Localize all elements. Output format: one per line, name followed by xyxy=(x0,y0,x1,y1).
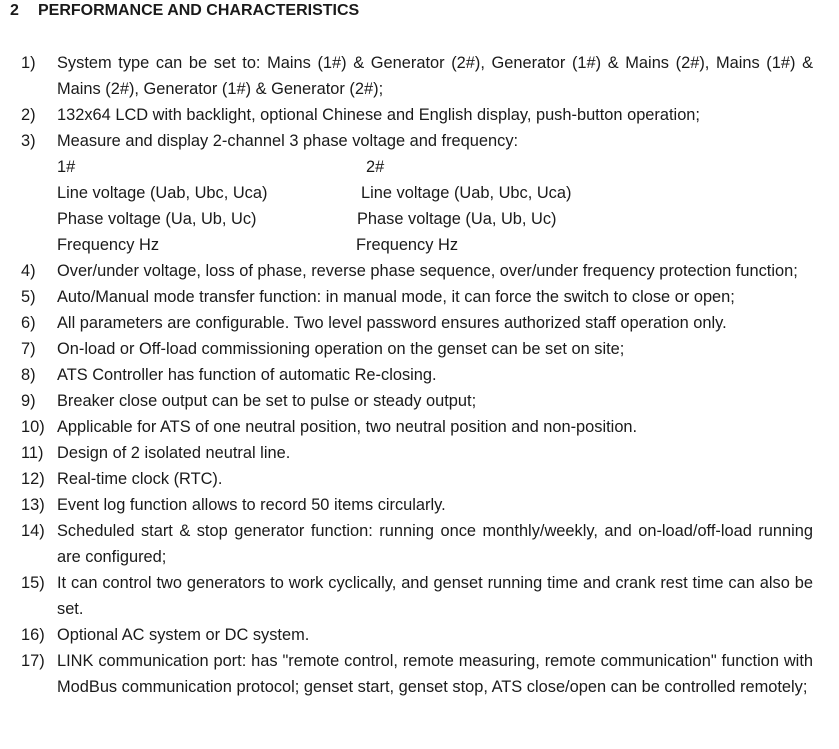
list-item xyxy=(0,336,839,362)
measure-cell-2: Line voltage (Uab, Ubc, Uca) xyxy=(361,184,572,202)
list-item xyxy=(0,388,839,414)
measure-cell-2: Frequency Hz xyxy=(356,236,459,254)
measure-cell-1: Line voltage (Uab, Ubc, Uca) xyxy=(57,184,268,202)
measure-cell-2: 2# xyxy=(366,158,385,176)
item-number: 4) xyxy=(21,262,36,280)
item-text: Breaker close output can be set to pulse or steady output; xyxy=(57,392,477,410)
measure-cell-1: Frequency Hz xyxy=(57,236,160,254)
list-item xyxy=(0,310,839,336)
measure-cell-1: 1# xyxy=(57,158,76,176)
list-item xyxy=(0,102,839,128)
item-text: Event log function allows to record 50 items circularly. xyxy=(57,496,446,514)
list-item xyxy=(0,492,839,518)
list-item xyxy=(0,414,839,440)
measure-row xyxy=(57,154,839,180)
list-item xyxy=(0,128,839,154)
characteristics-list xyxy=(0,50,839,700)
list-item xyxy=(0,518,839,570)
item-number: 17) xyxy=(21,652,45,670)
item-text: Design of 2 isolated neutral line. xyxy=(57,444,291,462)
item-text: It can control two generators to work cyclically, and genset running time and crank rest time can also be set. xyxy=(57,574,813,618)
item-number: 8) xyxy=(21,366,36,384)
list-item xyxy=(0,440,839,466)
section-title: PERFORMANCE AND CHARACTERISTICS xyxy=(38,2,360,19)
list-item xyxy=(0,466,839,492)
item-text: Applicable for ATS of one neutral position, two neutral position and non-position. xyxy=(57,418,638,436)
measure-cell-2: Phase voltage (Ua, Ub, Uc) xyxy=(357,210,557,228)
item-number: 13) xyxy=(21,496,45,514)
measure-row xyxy=(57,232,839,258)
section-heading xyxy=(10,1,359,21)
item-number: 7) xyxy=(21,340,36,358)
section-number: 2 xyxy=(10,2,19,19)
item-number: 3) xyxy=(21,132,36,150)
list-item xyxy=(0,622,839,648)
item-text: Over/under voltage, loss of phase, reverse phase sequence, over/under frequency protection function; xyxy=(57,262,798,280)
item-number: 16) xyxy=(21,626,45,644)
item-text: Scheduled start & stop generator function: running once monthly/weekly, and on-load/off-load running are configured; xyxy=(57,522,813,566)
item-number: 10) xyxy=(21,418,45,436)
item-text: On-load or Off-load commissioning operation on the genset can be set on site; xyxy=(57,340,625,358)
item-number: 6) xyxy=(21,314,36,332)
item-number: 5) xyxy=(21,288,36,306)
list-item xyxy=(0,570,839,622)
measure-table xyxy=(57,154,839,258)
item-number: 1) xyxy=(21,54,36,72)
measure-row xyxy=(57,206,839,232)
list-item xyxy=(0,648,839,700)
item-number: 15) xyxy=(21,574,45,592)
item-text: All parameters are configurable. Two level password ensures authorized staff operation only. xyxy=(57,314,727,332)
measure-cell-1: Phase voltage (Ua, Ub, Uc) xyxy=(57,210,257,228)
item-text: ATS Controller has function of automatic Re-closing. xyxy=(57,366,437,384)
list-item xyxy=(0,362,839,388)
item-number: 11) xyxy=(21,444,44,462)
measure-row xyxy=(57,180,839,206)
item-text: 132x64 LCD with backlight, optional Chinese and English display, push-button operation; xyxy=(57,106,700,124)
item-text: Measure and display 2-channel 3 phase voltage and frequency: xyxy=(57,132,519,150)
item-text: Real-time clock (RTC). xyxy=(57,470,223,488)
item-text: LINK communication port: has "remote control, remote measuring, remote communication" function with ModBus communication protocol; genset start, genset stop, ATS close/open can be controlled remotely; xyxy=(57,652,813,696)
list-item xyxy=(0,284,839,310)
item-text: Optional AC system or DC system. xyxy=(57,626,310,644)
item-text: System type can be set to: Mains (1#) & Generator (2#), Generator (1#) & Mains (2#), Mains (1#) & Mains (2#), Generator (1#) & Generator (2#); xyxy=(57,54,813,98)
item-number: 2) xyxy=(21,106,36,124)
item-number: 12) xyxy=(21,470,45,488)
item-number: 14) xyxy=(21,522,45,540)
list-item xyxy=(0,50,839,102)
item-number: 9) xyxy=(21,392,36,410)
item-text: Auto/Manual mode transfer function: in manual mode, it can force the switch to close or open; xyxy=(57,288,735,306)
list-item xyxy=(0,258,839,284)
